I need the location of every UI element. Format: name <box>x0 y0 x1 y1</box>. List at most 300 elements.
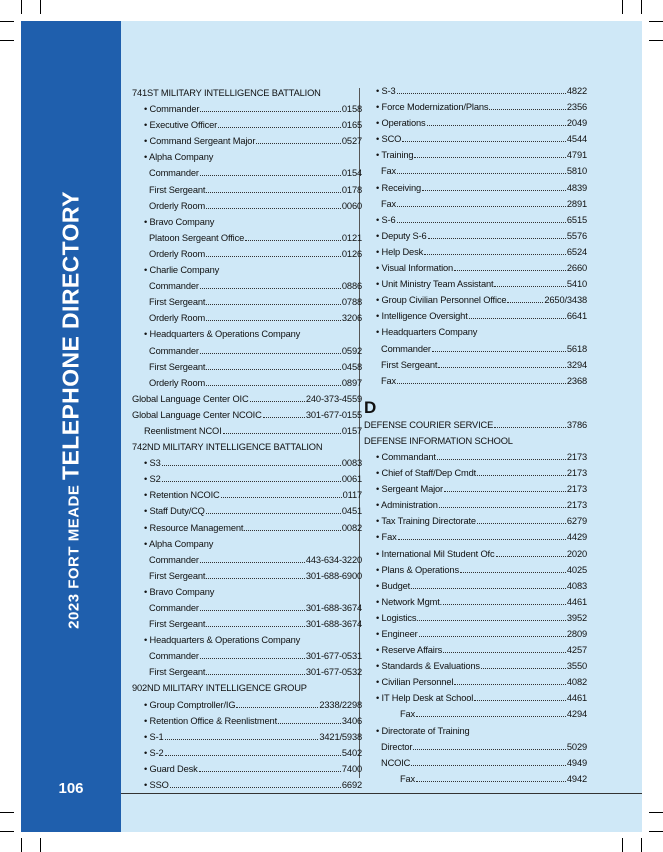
directory-entry <box>364 166 587 182</box>
dot-leader <box>413 743 566 750</box>
entry-label: • Force Modernization/Plans <box>376 102 489 113</box>
entry-phone-number: 301-688-3674 <box>305 603 362 613</box>
entry-phone-number: 4294 <box>566 709 587 720</box>
directory-entry <box>364 500 587 516</box>
entry-phone-number: 0126 <box>341 248 362 259</box>
directory-entry <box>132 667 362 683</box>
entry-phone-number: 301-688-6900 <box>305 570 362 581</box>
directory-entry <box>132 426 362 442</box>
directory-entry <box>132 683 362 699</box>
entry-label: Fax <box>381 375 397 386</box>
entry-label: • Retention NCOIC <box>144 490 220 501</box>
entry-phone-number: 0157 <box>341 425 362 436</box>
entry-phone-number: 5618 <box>566 343 587 354</box>
dot-leader <box>397 87 566 94</box>
directory-entry <box>364 183 587 199</box>
entry-label: Director <box>381 741 413 752</box>
directory-title-main: TELEPHONE DIRECTORY <box>57 191 84 480</box>
directory-entry <box>132 394 362 410</box>
directory-entry <box>132 555 362 571</box>
crop-mark <box>649 831 663 832</box>
directory-entry <box>132 136 362 152</box>
entry-phone-number: 2338/2298 <box>319 699 362 710</box>
dot-leader <box>507 296 543 303</box>
directory-entry <box>132 313 362 329</box>
entry-label: • Deputy S-6 <box>376 230 427 241</box>
dot-leader <box>162 475 341 482</box>
entry-phone-number: 5576 <box>566 230 587 241</box>
dot-leader <box>206 507 341 514</box>
entry-label: • Engineer <box>376 629 418 639</box>
directory-entry <box>132 539 362 555</box>
entry-label: • Command Sergeant Major <box>144 136 256 147</box>
entry-label: First Sergeant <box>149 619 206 630</box>
entry-label: • Intelligence Oversight <box>376 311 468 322</box>
entry-label: • Guard Desk <box>144 763 198 774</box>
entry-label: • Directorate of Training <box>376 725 470 736</box>
entry-phone-number: 2650/3438 <box>544 295 587 306</box>
dot-leader <box>200 105 341 112</box>
dot-leader <box>263 411 305 418</box>
dot-leader <box>489 103 566 110</box>
directory-entry <box>364 629 587 645</box>
entry-phone-number: 7400 <box>341 763 362 774</box>
entry-phone-number: 0082 <box>341 522 362 533</box>
directory-entry <box>364 758 587 774</box>
directory-entry <box>132 748 362 764</box>
directory-entry <box>364 597 587 613</box>
entry-label: Global Language Center NCOIC <box>132 409 262 420</box>
dot-leader <box>469 312 566 319</box>
entry-phone-number: 0458 <box>341 361 362 372</box>
dot-leader <box>206 363 341 370</box>
directory-entry <box>132 120 362 136</box>
dot-leader <box>170 781 341 788</box>
dot-leader <box>206 298 341 305</box>
entry-phone-number: 240-373-4559 <box>305 393 362 404</box>
entry-label: DEFENSE COURIER SERVICE <box>364 419 494 430</box>
entry-label: • Plans & Operations <box>376 564 459 575</box>
entry-phone-number: 0592 <box>341 345 362 356</box>
entry-phone-number: 4839 <box>566 182 587 193</box>
entry-phone-number: 4257 <box>566 645 587 656</box>
entry-phone-number: 0121 <box>341 232 362 243</box>
entry-phone-number: 2020 <box>566 548 587 559</box>
dot-leader <box>200 169 341 176</box>
entry-label: Commander <box>149 651 199 662</box>
entry-phone-number: 5029 <box>566 741 587 752</box>
entry-phone-number: 0083 <box>341 458 362 469</box>
entry-phone-number: 3294 <box>566 359 587 370</box>
entry-phone-number: 4461 <box>566 693 587 704</box>
directory-entry <box>364 452 587 468</box>
directory-title <box>58 191 85 629</box>
directory-entry <box>132 265 362 281</box>
directory-entry <box>364 420 587 436</box>
entry-label: First Sergeant <box>149 667 206 678</box>
entry-label: • Training <box>376 150 414 161</box>
entry-label: Orderly Room <box>149 313 206 324</box>
entry-phone-number: 0060 <box>341 200 362 211</box>
right-column-top <box>364 86 587 392</box>
entry-label: Commander <box>149 168 199 179</box>
directory-entry <box>364 709 587 725</box>
entry-label: • Headquarters Company <box>376 327 478 338</box>
dot-leader <box>206 186 341 193</box>
directory-entry <box>364 311 587 327</box>
dot-leader <box>200 347 341 354</box>
dot-leader <box>417 614 566 621</box>
entry-phone-number: 6641 <box>566 311 587 322</box>
dot-leader <box>397 200 566 207</box>
entry-phone-number: 301-677-0155 <box>305 409 362 420</box>
entry-label: • Sergeant Major <box>376 484 443 495</box>
entry-label: Fax <box>400 773 416 784</box>
entry-phone-number: 4942 <box>566 773 587 784</box>
entry-phone-number: 3786 <box>566 419 587 430</box>
dot-leader <box>494 280 565 287</box>
entry-phone-number: 2660 <box>566 263 587 274</box>
dot-leader <box>200 652 305 659</box>
entry-phone-number: 0897 <box>341 377 362 388</box>
directory-entry <box>132 233 362 249</box>
directory-entry <box>364 327 587 343</box>
entry-label: • Help Desk <box>376 246 424 257</box>
dot-leader <box>443 598 566 605</box>
entry-phone-number: 0451 <box>341 506 362 517</box>
entry-label: Global Language Center OIC <box>132 393 249 404</box>
directory-entry <box>132 168 362 184</box>
directory-entry <box>132 523 362 539</box>
right-column <box>364 86 587 790</box>
entry-label: Orderly Room <box>149 248 206 259</box>
directory-entry <box>132 490 362 506</box>
directory-entry <box>132 474 362 490</box>
entry-phone-number: 3406 <box>341 715 362 726</box>
entry-label: Commander <box>149 554 199 565</box>
entry-label: • SSO <box>144 780 169 791</box>
directory-entry <box>132 458 362 474</box>
entry-phone-number: 0061 <box>341 474 362 485</box>
directory-entry <box>132 651 362 667</box>
directory-entry <box>132 732 362 748</box>
directory-entry <box>364 344 587 360</box>
dot-leader <box>454 678 566 685</box>
entry-phone-number: 6279 <box>566 516 587 527</box>
entry-label: Commander <box>149 345 199 356</box>
dot-leader <box>200 604 305 611</box>
entry-label: First Sergeant <box>149 184 206 195</box>
directory-entry <box>364 726 587 742</box>
dot-leader <box>416 710 566 717</box>
entry-label: • Administration <box>376 500 438 511</box>
entry-phone-number: 4083 <box>566 580 587 591</box>
dot-leader <box>424 248 566 255</box>
dot-leader <box>460 566 566 573</box>
directory-entry <box>132 619 362 635</box>
entry-phone-number: 6515 <box>566 214 587 225</box>
crop-mark <box>40 0 41 14</box>
entry-phone-number: 4082 <box>566 677 587 688</box>
directory-entry <box>132 329 362 345</box>
dot-leader <box>422 184 566 191</box>
entry-phone-number: 2173 <box>566 484 587 495</box>
directory-entry <box>132 201 362 217</box>
entry-label: Commander <box>381 343 431 354</box>
entry-label: • Alpha Company <box>144 152 214 163</box>
dot-leader <box>206 572 305 579</box>
crop-mark <box>649 21 663 22</box>
entry-label: • Visual Information <box>376 263 454 274</box>
directory-entry <box>364 645 587 661</box>
entry-label: • Headquarters & Operations Company <box>144 635 301 646</box>
dot-leader <box>414 151 565 158</box>
entry-label: 741ST MILITARY INTELLIGENCE BATTALION <box>132 88 321 98</box>
directory-entry <box>132 185 362 201</box>
entry-label: 902ND MILITARY INTELLIGENCE GROUP <box>132 683 307 694</box>
crop-mark <box>40 838 41 852</box>
directory-entry <box>132 297 362 313</box>
entry-label: First Sergeant <box>149 297 206 308</box>
entry-phone-number: 4461 <box>566 596 587 607</box>
directory-entry <box>132 506 362 522</box>
directory-entry <box>132 716 362 732</box>
directory-entry <box>132 346 362 362</box>
entry-label: Commander <box>149 281 199 292</box>
dot-leader <box>250 395 305 402</box>
directory-entry <box>364 661 587 677</box>
dot-leader <box>206 250 341 257</box>
entry-label: • SCO <box>376 134 402 145</box>
entry-label: Fax <box>381 198 397 209</box>
entry-phone-number: 0117 <box>342 490 362 501</box>
dot-leader <box>402 135 566 142</box>
dot-leader <box>419 630 566 637</box>
directory-entry <box>132 780 362 796</box>
entry-phone-number: 0158 <box>341 104 362 115</box>
entry-label: • S-2 <box>144 747 164 758</box>
entry-label: Orderly Room <box>149 200 206 211</box>
dot-leader <box>218 121 341 128</box>
dot-leader <box>477 517 566 524</box>
dot-leader <box>427 119 566 126</box>
entry-label: • S-1 <box>144 731 164 742</box>
directory-entry <box>132 587 362 603</box>
entry-phone-number: 4791 <box>566 150 587 161</box>
dot-leader <box>411 759 566 766</box>
entry-label: • Budget <box>376 580 411 591</box>
entry-label: • International Mil Student Ofc <box>376 548 495 559</box>
dot-leader <box>439 501 566 508</box>
directory-entry <box>364 516 587 532</box>
entry-label: Orderly Room <box>149 377 206 388</box>
directory-entry <box>132 764 362 780</box>
directory-entry <box>132 378 362 394</box>
dot-leader <box>200 282 341 289</box>
dot-leader <box>165 733 319 740</box>
entry-phone-number: 0154 <box>341 168 362 179</box>
directory-entry <box>132 635 362 651</box>
entry-label: • Chief of Staff/Dep Cmdt <box>376 468 477 479</box>
entry-label: • Executive Officer <box>144 120 218 131</box>
entry-phone-number: 4949 <box>566 757 587 768</box>
entry-phone-number: 443-634-3220 <box>305 554 362 565</box>
entry-label: • IT Help Desk at School <box>376 693 474 704</box>
dot-leader <box>474 694 566 701</box>
dot-leader <box>481 662 566 669</box>
entry-label: First Sergeant <box>149 570 206 581</box>
entry-label: • Network Mgmt. <box>376 596 443 607</box>
entry-label: • S2 <box>144 474 161 485</box>
entry-phone-number: 2368 <box>566 375 587 386</box>
directory-entry <box>364 150 587 166</box>
directory-entry <box>364 215 587 231</box>
directory-entry <box>364 549 587 565</box>
crop-mark <box>0 831 14 832</box>
entry-phone-number: 2356 <box>566 102 587 113</box>
directory-entry <box>364 118 587 134</box>
dot-leader <box>206 202 341 209</box>
entry-label: • Logistics <box>376 612 417 623</box>
directory-entry <box>364 565 587 581</box>
entry-phone-number: 0886 <box>341 281 362 292</box>
entry-label: Commander <box>149 603 199 613</box>
entry-label: • Reserve Affairs <box>376 645 443 656</box>
directory-entry <box>364 102 587 118</box>
directory-entry <box>132 104 362 120</box>
directory-entry <box>132 410 362 426</box>
entry-label: • Bravo Company <box>144 586 215 597</box>
directory-title-year: 2023 FORT MEADE <box>65 479 83 629</box>
entry-label: • S-6 <box>376 214 396 225</box>
entry-label: • Civilian Personnel <box>376 677 454 688</box>
dot-leader <box>165 749 341 756</box>
entry-phone-number: 4544 <box>566 134 587 145</box>
dot-leader <box>278 717 341 724</box>
dot-leader <box>245 234 341 241</box>
directory-entry <box>364 436 587 452</box>
entry-label: • Alpha Company <box>144 538 214 549</box>
directory-entry <box>364 376 587 392</box>
dot-leader <box>162 459 341 466</box>
entry-label: • Group Comptroller/IG <box>144 699 236 710</box>
dot-leader <box>454 264 566 271</box>
dot-leader <box>443 646 566 653</box>
directory-entry <box>364 742 587 758</box>
entry-phone-number: 3952 <box>566 612 587 623</box>
dot-leader <box>428 232 566 239</box>
dot-leader <box>444 485 566 492</box>
directory-entry <box>364 134 587 150</box>
directory-entry <box>364 532 587 548</box>
entry-label: Fax <box>400 709 416 720</box>
dot-leader <box>477 469 566 476</box>
directory-entry <box>132 88 362 104</box>
entry-phone-number: 2809 <box>566 629 587 639</box>
dot-leader <box>206 314 341 321</box>
directory-entry <box>364 86 587 102</box>
dot-leader <box>236 701 318 708</box>
entry-label: • Headquarters & Operations Company <box>144 329 301 340</box>
directory-entry <box>364 263 587 279</box>
directory-entry <box>364 279 587 295</box>
entry-phone-number: 4822 <box>566 86 587 96</box>
entry-phone-number: 5410 <box>566 279 587 290</box>
crop-mark <box>649 812 663 813</box>
directory-entry <box>364 774 587 790</box>
entry-phone-number: 2891 <box>566 198 587 209</box>
entry-label: • Commander <box>144 104 200 115</box>
entry-phone-number: 301-677-0531 <box>305 651 362 662</box>
dot-leader <box>200 556 305 563</box>
directory-entry <box>132 603 362 619</box>
directory-entry <box>132 281 362 297</box>
entry-phone-number: 5402 <box>341 747 362 758</box>
dot-leader <box>494 421 566 428</box>
dot-leader <box>432 345 566 352</box>
entry-label: • Receiving <box>376 182 422 193</box>
right-column-bottom <box>364 420 587 790</box>
crop-mark <box>0 812 14 813</box>
entry-label: • Charlie Company <box>144 265 220 276</box>
directory-entry <box>364 295 587 311</box>
entry-phone-number: 4025 <box>566 564 587 575</box>
entry-label: First Sergeant <box>381 359 438 370</box>
directory-entry <box>132 571 362 587</box>
dot-leader <box>397 167 566 174</box>
directory-entry <box>364 677 587 693</box>
entry-phone-number: 301-677-0532 <box>305 667 362 678</box>
dot-leader <box>438 361 566 368</box>
entry-label: • S-3 <box>376 86 396 96</box>
dot-leader <box>411 582 566 589</box>
directory-entry <box>364 360 587 376</box>
crop-mark <box>649 40 663 41</box>
directory-entry <box>132 152 362 168</box>
dot-leader <box>496 550 566 557</box>
entry-label: • Tax Training Directorate <box>376 516 476 527</box>
entry-label: NCOIC <box>381 757 411 768</box>
dot-leader <box>244 524 341 531</box>
entry-label: • Commandant <box>376 451 436 462</box>
dot-leader <box>221 491 342 498</box>
crop-mark <box>21 838 22 852</box>
entry-phone-number: 2173 <box>566 451 587 462</box>
entry-phone-number: 6524 <box>566 246 587 257</box>
directory-entry <box>364 693 587 709</box>
entry-label: DEFENSE INFORMATION SCHOOL <box>364 435 513 446</box>
entry-phone-number: 0788 <box>341 297 362 308</box>
entry-label: • Group Civilian Personnel Office <box>376 295 507 306</box>
dot-leader <box>256 137 341 144</box>
entry-label: • Bravo Company <box>144 216 215 227</box>
dot-leader <box>206 379 341 386</box>
entry-phone-number: 2049 <box>566 118 587 129</box>
dot-leader <box>397 216 566 223</box>
dot-leader <box>398 533 566 540</box>
crop-mark <box>622 0 623 14</box>
entry-phone-number: 301-688-3674 <box>305 619 362 630</box>
crop-mark <box>0 21 14 22</box>
entry-phone-number: 6692 <box>341 780 362 791</box>
entry-label: • Retention Office & Reenlistment <box>144 715 278 726</box>
entry-label: • Resource Management <box>144 522 244 533</box>
dot-leader <box>416 775 566 782</box>
entry-label: • Standards & Evaluations <box>376 661 480 672</box>
entry-phone-number: 4429 <box>566 532 587 543</box>
dot-leader <box>437 453 566 460</box>
crop-mark <box>641 0 642 14</box>
